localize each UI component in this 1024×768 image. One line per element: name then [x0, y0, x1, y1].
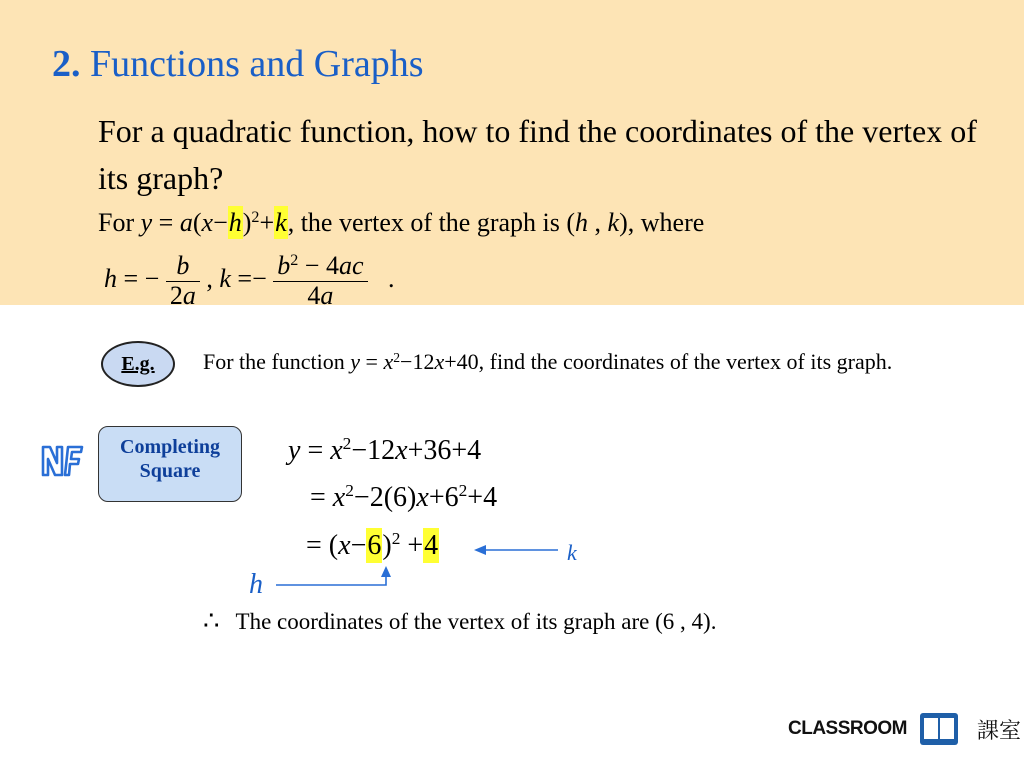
paren-close: ) — [242, 208, 252, 237]
period: . — [388, 264, 395, 294]
k-numerator-b: b — [277, 251, 291, 280]
title-text: Functions and Graphs — [90, 43, 424, 85]
var-a: a — [179, 208, 193, 237]
highlight-k-value: 4 — [424, 530, 439, 561]
h-denominator-coef: 2 — [169, 280, 183, 310]
var-x: x — [434, 349, 445, 374]
paren-close: ) — [382, 530, 392, 561]
equals: = — [152, 208, 180, 237]
intro-question: For a quadratic function, how to find the coordinates of the vertex of its graph? — [98, 113, 977, 196]
minus-sign: − — [252, 264, 267, 294]
equals: = — [360, 349, 384, 374]
vertex-formulas — [104, 252, 395, 310]
vertex-form-statement — [98, 208, 704, 238]
step-1 — [288, 435, 481, 467]
formula-h: h — [104, 264, 117, 294]
step-3 — [306, 530, 439, 562]
conclusion — [203, 606, 716, 636]
equals: = ( — [306, 530, 339, 561]
paren-open: ( — [192, 208, 202, 237]
var-y: y — [288, 435, 301, 466]
k-fraction — [273, 252, 367, 310]
minus-sign: − — [144, 264, 160, 294]
plus-sign: + — [259, 208, 275, 237]
example-question — [203, 345, 973, 381]
k-arrow — [474, 545, 558, 555]
equals: = — [230, 264, 253, 294]
var-x: x — [338, 530, 351, 561]
classroom-logo — [788, 712, 1021, 752]
var-y: y — [140, 208, 153, 237]
exponent: 2 — [290, 252, 299, 270]
var-x: x — [383, 349, 394, 374]
plus-term: +6 — [428, 482, 459, 513]
equals: = — [117, 264, 145, 294]
h-numerator: b — [176, 251, 190, 280]
coef: −12 — [351, 435, 396, 466]
comma: , — [588, 208, 608, 237]
exponent: 2 — [393, 349, 401, 365]
constant-terms: +36+4 — [407, 435, 482, 466]
highlight-h-value: 6 — [367, 530, 382, 561]
var-x: x — [201, 208, 214, 237]
k-denominator-coef: 4 — [307, 280, 321, 310]
conclusion-text: The coordinates of the vertex of its graph are (6 , 4). — [235, 609, 717, 634]
equals: = — [310, 482, 333, 513]
nf-icon[interactable] — [40, 441, 84, 481]
slide-title — [52, 42, 424, 86]
highlight-k: k — [275, 208, 287, 237]
logo-chinese: 課室 — [977, 718, 1022, 744]
var-y: y — [350, 349, 361, 374]
minus-sign: − — [213, 208, 228, 237]
highlight-h: h — [228, 208, 242, 237]
title-number: 2. — [52, 43, 81, 85]
exponent: 2 — [391, 529, 401, 549]
h-denominator-var: a — [182, 280, 196, 310]
exponent: 2 — [345, 481, 354, 501]
example-prefix: For the function — [203, 349, 351, 374]
vertex-suffix: , the vertex of the graph is ( — [287, 208, 576, 237]
k-denominator-var: a — [320, 280, 334, 310]
eg-badge: E.g. — [101, 341, 175, 387]
minus-sign: − — [350, 530, 367, 561]
method-line1: Completing — [120, 436, 220, 458]
logo-text: CLASSROOM — [788, 718, 907, 739]
h-arrow — [276, 566, 391, 585]
var-x: x — [330, 435, 343, 466]
equals: = — [300, 435, 331, 466]
example-suffix: +40, find the coordinates of the vertex of its graph. — [444, 349, 893, 374]
coef: −2(6) — [353, 482, 417, 513]
plus-sign: + — [400, 530, 424, 561]
vertex-prefix: For — [98, 208, 141, 237]
var-h: h — [575, 208, 589, 237]
constant-term: +4 — [467, 482, 498, 513]
exponent: 2 — [342, 434, 352, 454]
method-line2: Square — [139, 460, 201, 482]
completing-square-button[interactable] — [98, 426, 242, 502]
var-k: k — [607, 208, 620, 237]
k-numerator-rest: − 4 — [298, 251, 339, 280]
h-label: h — [249, 569, 263, 600]
var-x: x — [416, 482, 429, 513]
var-x: x — [332, 482, 346, 513]
book-icon — [919, 712, 959, 746]
coef: −12 — [400, 349, 435, 374]
therefore-symbol: ∴ — [203, 606, 220, 635]
exponent: 2 — [458, 481, 468, 501]
h-fraction — [166, 252, 200, 310]
separator: , — [199, 264, 220, 294]
exponent: 2 — [251, 209, 260, 227]
step-2 — [310, 482, 497, 514]
formula-k: k — [219, 264, 231, 294]
vertex-tail: ), where — [619, 208, 705, 237]
k-label: k — [567, 540, 577, 565]
var-x: x — [395, 435, 408, 466]
k-numerator-ac: ac — [338, 251, 364, 280]
